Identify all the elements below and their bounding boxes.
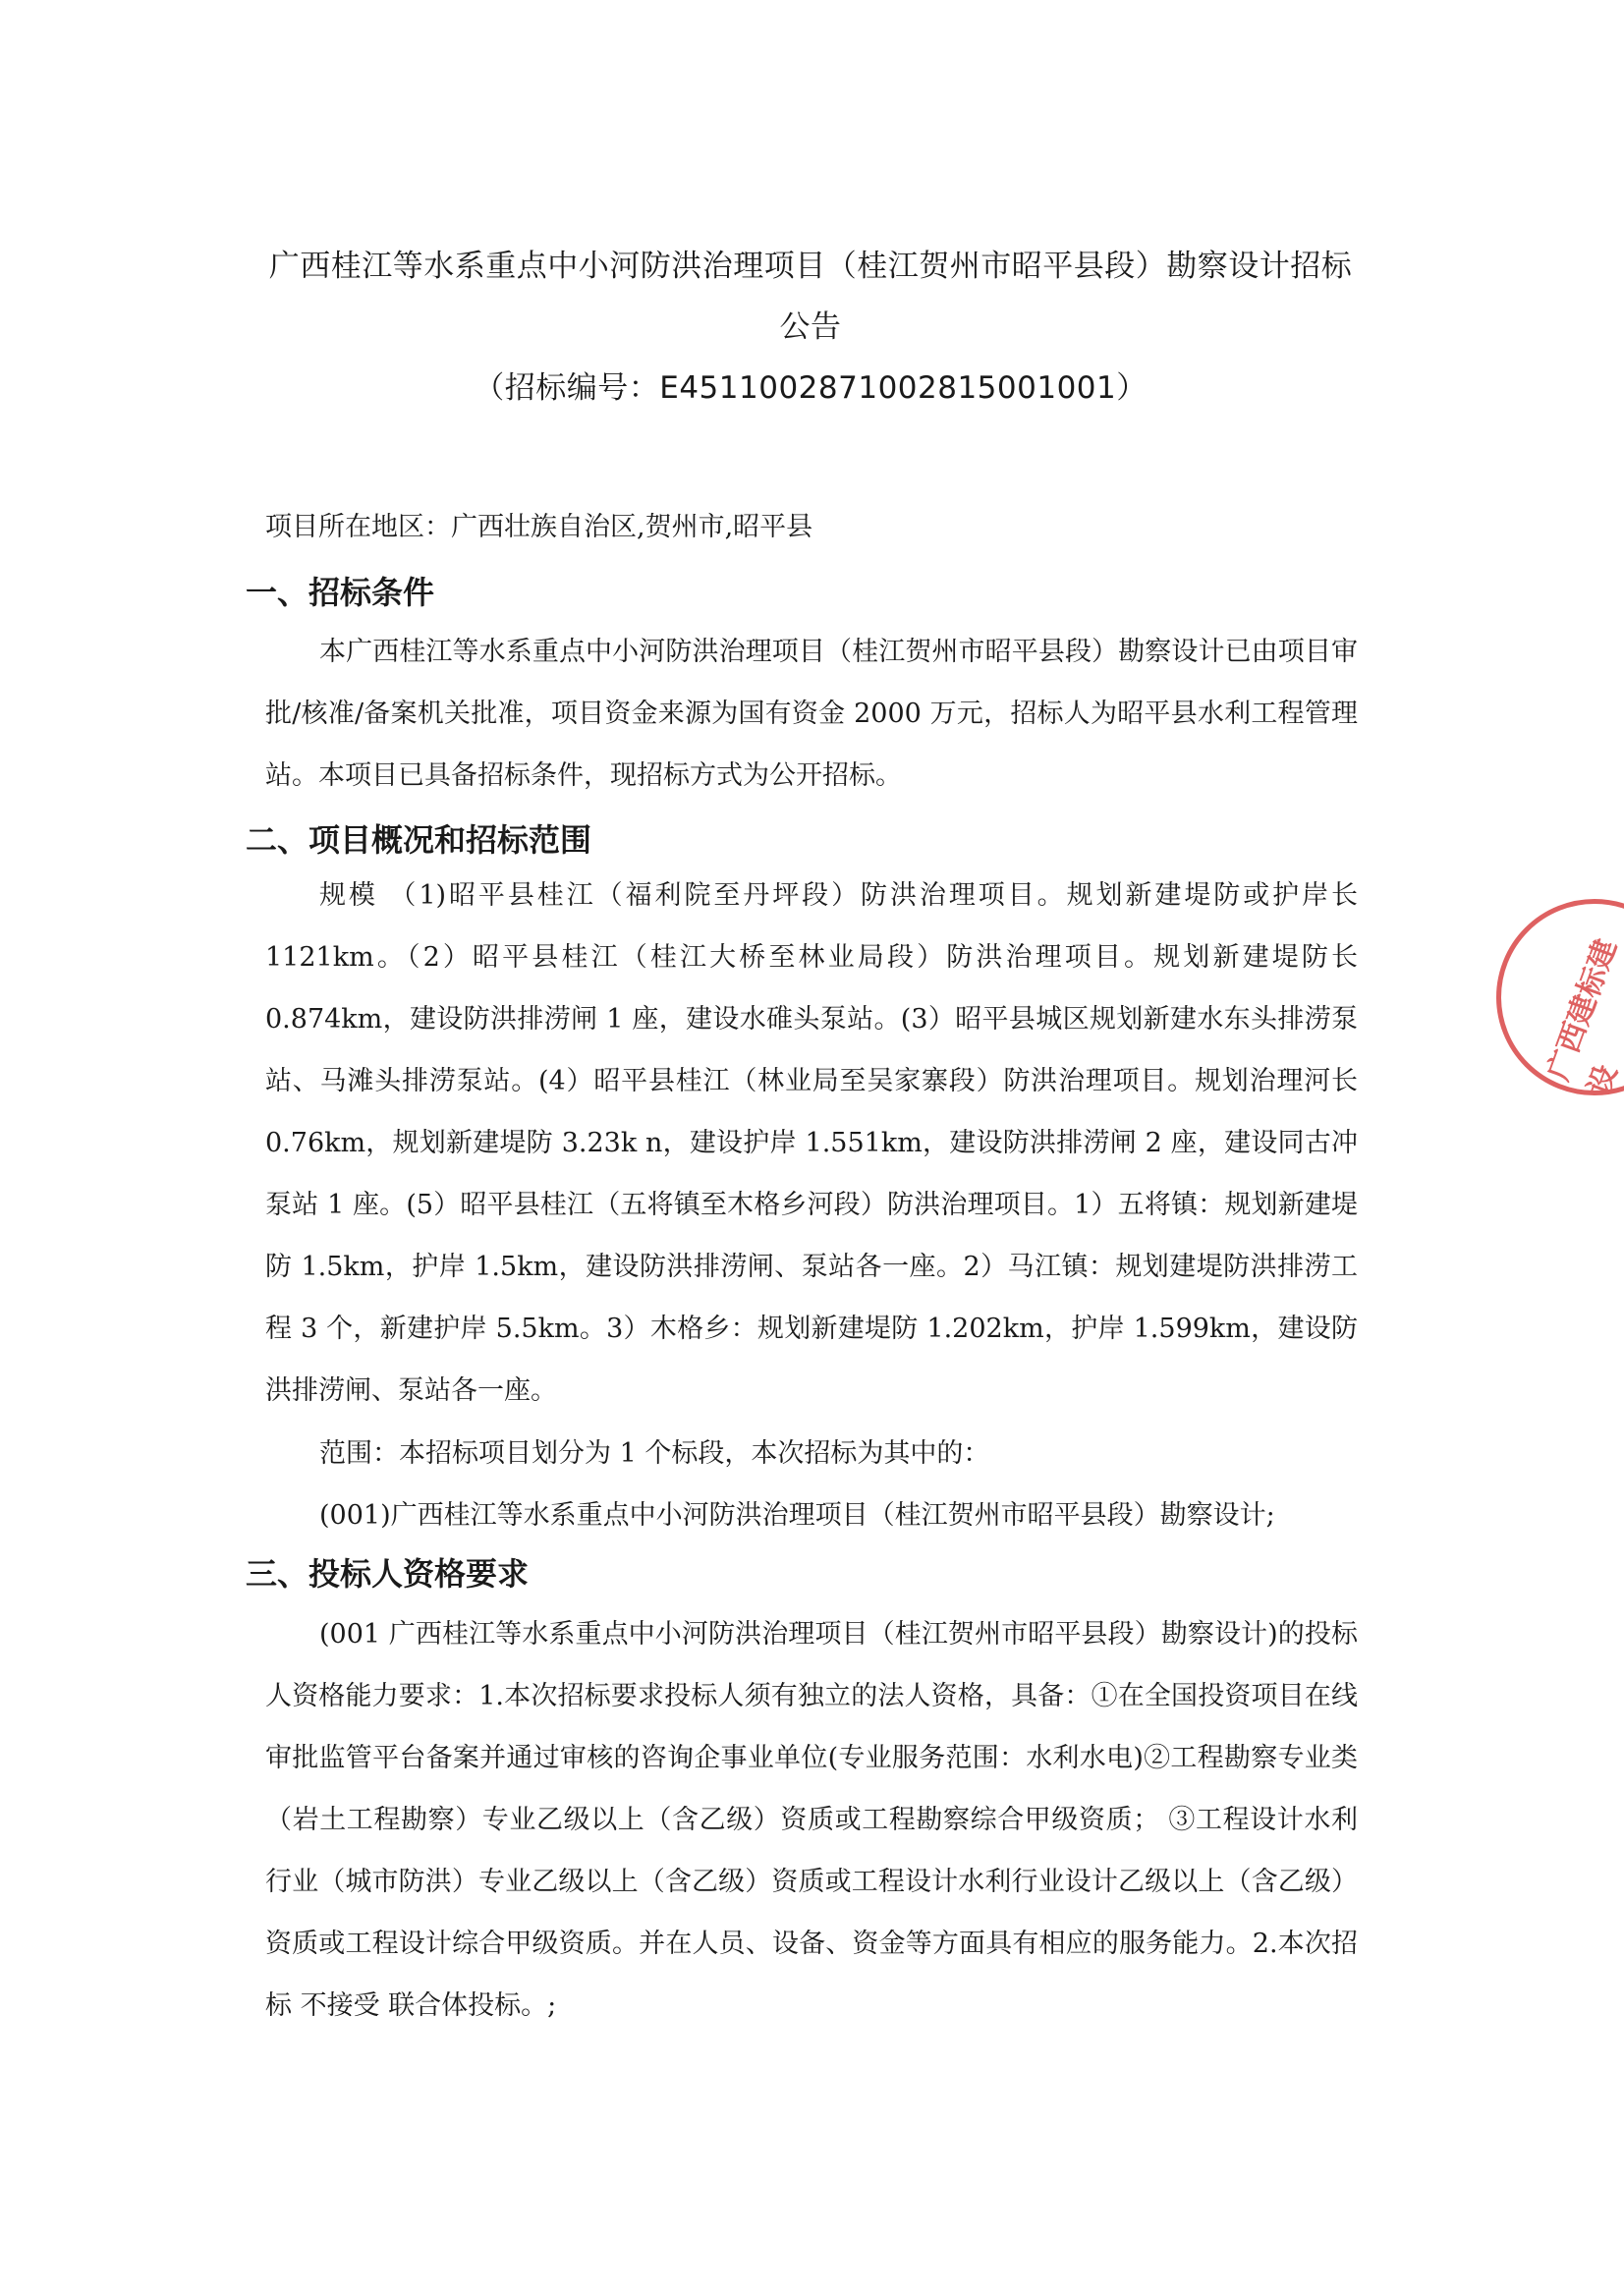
section-3-body: (001 广西桂江等水系重点中小河防洪治理项目（桂江贺州市昭平县段）勘察设计)的投标人资格能力要求：1.本次招标要求投标人须有独立的法人资格，具备：①在全国投资项目在线审批监管平台备案并通过审核的咨询企事业单位(专业服务范围：水利水电)②工程勘察专业类（岩土工程勘察）专业乙级以上（含乙级）资质或工程勘察综合甲级资质； ③工程设计水利行业（城市防洪）专业乙级以上（含乙级）资质或工程设计水利行业设计乙级以上（含乙级）资质或工程设计综合甲级资质。并在人员、设备、资金等方面具有相应的服务能力。2.本次招标 不接受 联合体投标。; <box>265 1619 1358 2021</box>
title-line-2: 公告 <box>779 309 842 345</box>
section-2-scale: 规模 （1)昭平县桂江（福利院至丹坪段）防洪治理项目。规划新建堤防或护岸长 1121km。（2）昭平县桂江（桂江大桥至林业局段）防洪治理项目。规划新建堤防长 0.874km，建设防洪排涝闸 1 座，建设水碓头泵站。(3）昭平县城区规划新建水东头排涝泵站、马滩头排涝泵站。(4）昭平县桂江（林业局至吴家寨段）防洪治理项目。规划治理河长 0.76km，规划新建堤防 3.23k n，建设护岸 1.551km，建设防洪排涝闸 2 座，建设同古冲泵站 1 座。(5）昭平县桂江（五将镇至木格乡河段）防洪治理项目。1）五将镇：规划新建堤防 1.5km，护岸 1.5km，建设防洪排涝闸、泵站各一座。2）马江镇：规划建堤防洪排涝工程 3 个，新建护岸 5.5km。3）木格乡：规划新建堤防 1.202km，护岸 1.599km，建设防洪排涝闸、泵站各一座。 <box>265 880 1358 1406</box>
seal-text: 广西建标建设 <box>1540 934 1624 1100</box>
title-line-1: 广西桂江等水系重点中小河防洪治理项目（桂江贺州市昭平县段）勘察设计招标 <box>268 249 1353 284</box>
section-heading-3: 三、投标人资格要求 <box>246 1555 530 1593</box>
section-heading-1: 一、招标条件 <box>246 574 435 611</box>
section-1-body: 本广西桂江等水系重点中小河防洪治理项目（桂江贺州市昭平县段）勘察设计已由项目审批/核准/备案机关批准，项目资金来源为国有资金 2000 万元，招标人为昭平县水利工程管理站。本项目已具备招标条件，现招标方式为公开招标。 <box>265 637 1358 791</box>
bid-number: （招标编号：E4511002871002815001001） <box>474 370 1148 406</box>
project-location: 项目所在地区：广西壮族自治区,贺州市,昭平县 <box>265 512 813 542</box>
section-heading-2: 二、项目概况和招标范围 <box>246 821 592 859</box>
section-2-lot: (001)广西桂江等水系重点中小河防洪治理项目（桂江贺州市昭平县段）勘察设计; <box>319 1500 1275 1531</box>
section-2-scope: 范围：本招标项目划分为 1 个标段，本次招标为其中的： <box>319 1438 990 1469</box>
official-seal <box>1496 899 1624 1100</box>
